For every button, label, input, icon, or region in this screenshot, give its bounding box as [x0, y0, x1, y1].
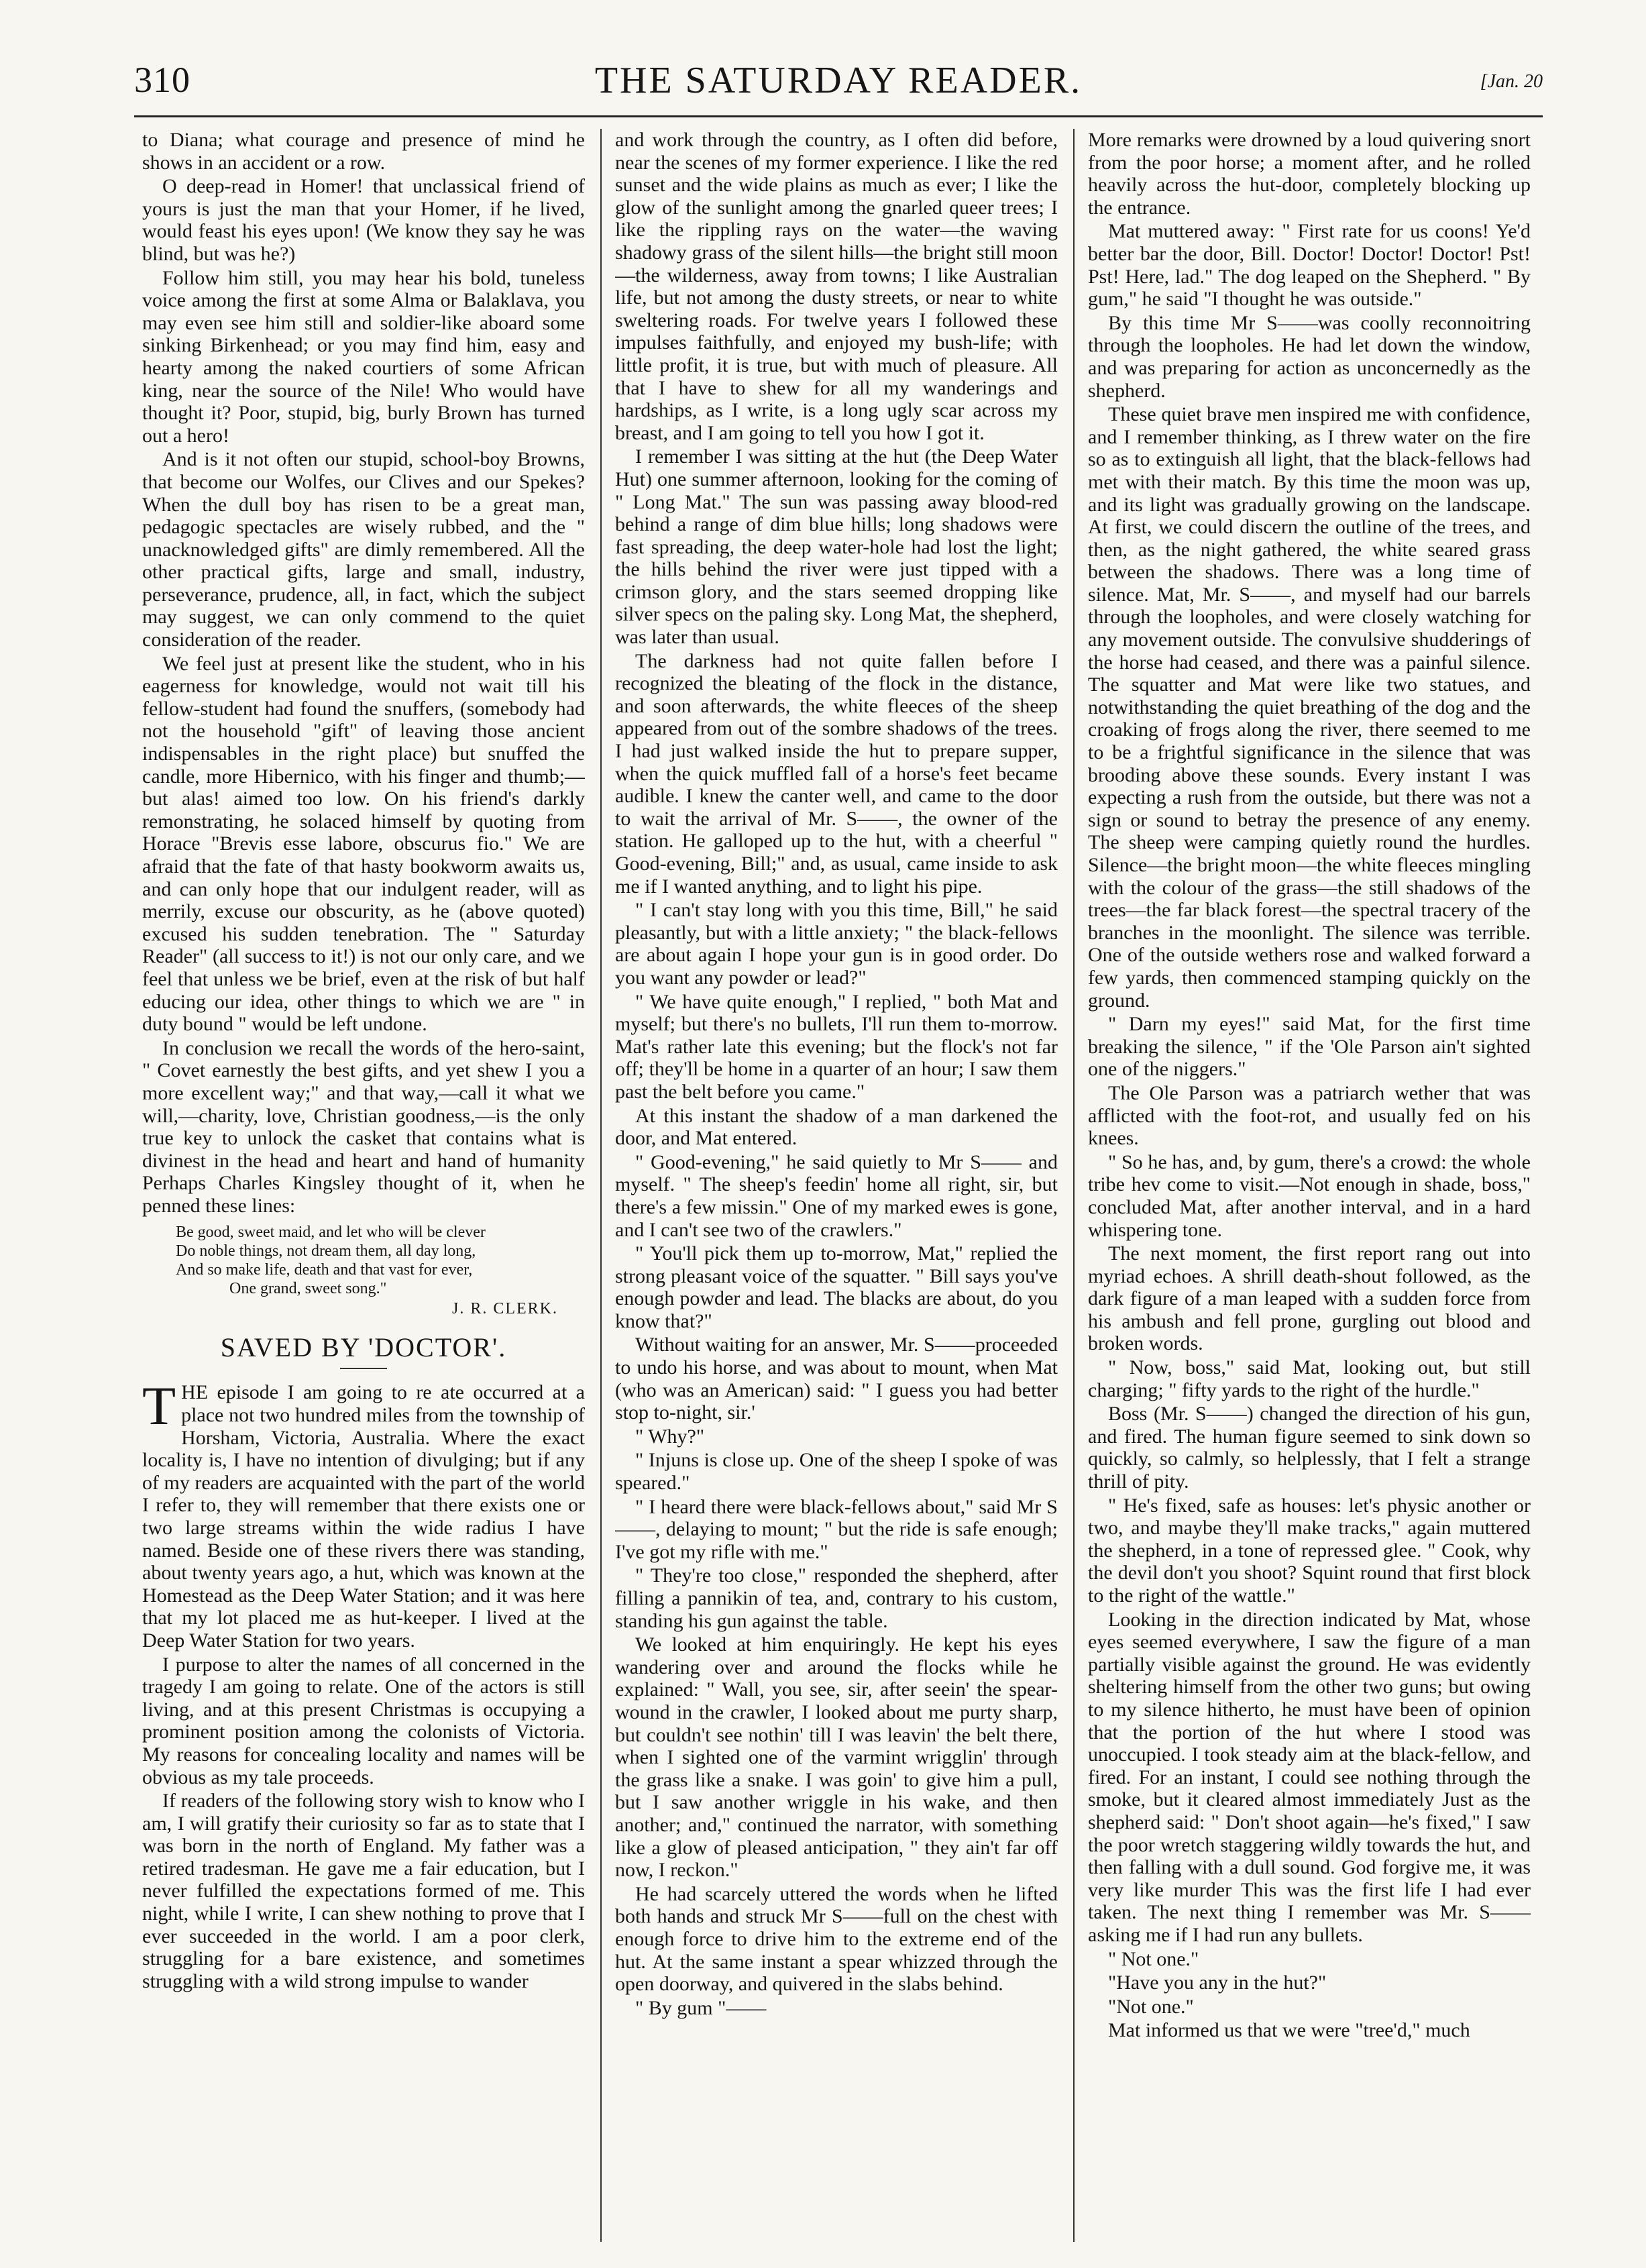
title-rule — [340, 1368, 387, 1369]
paragraph: " He's fixed, safe as houses: let's physic another or two, and maybe they'll make tracks," again muttered the shepherd, in a tone of repressed glee. " Cook, why the devil don't you shoot? Squint round that first block to the right of the wattle." — [1088, 1494, 1531, 1607]
issue-date: [Jan. 20 — [1480, 71, 1543, 92]
column-3 — [1088, 129, 1531, 2242]
paragraph: These quiet brave men inspired me with confidence, and I remember thinking, as I threw water on the fire so as to extinguish all light, that the black-fellows had met with their match. By this time the moon was up, and its light was gradually growing on the landscape. At first, we could discern the outline of the trees, and then, as the night gathered, the white seared grass between the shadows. There was a long time of silence. Mat, Mr. S——, and myself had our barrels through the loopholes, and were closely watching for any movement outside. The convulsive shudderings of the horse had ceased, and there was a painful silence. The squatter and Mat were like two statues, and notwithstanding the quiet breathing of the dog and the croaking of frogs along the river, there seemed to me to be a frightful significance in the silence that was brooding above these sounds. Every instant I was expecting a rush from the outside, but there was not a sign or sound to betray the presence of any enemy. The sheep were camping quietly round the hurdles. Silence—the bright moon—the white fleeces mingling with the colour of the grass—the still shadows of the trees—the far black forest—the spectral tracery of the branches in the moonlight. The silence was terrible. One of the outside wethers rose and walked forward a few yards, then commenced stamping quickly on the ground. — [1088, 403, 1531, 1012]
paragraph: By this time Mr S——was coolly reconnoitring through the loopholes. He had let down the window, and was preparing for action as unconcernedly as the shepherd. — [1088, 311, 1531, 402]
paragraph: "Have you any in the hut?" — [1108, 1972, 1327, 1994]
paragraph: Boss (Mr. S——) changed the direction of his gun, and fired. The human figure seemed to sink down so quickly, so calmly, so helplessly, that I felt a strange thrill of pity. — [1088, 1403, 1531, 1493]
paragraph: " I can't stay long with you this time, Bill," he said pleasantly, but with a little anxiety; " the black-fellows are about again I hope your gun is in good order. Do you want any powder or lead?" — [615, 899, 1058, 989]
paragraph: The next moment, the first report rang out into myriad echoes. A shrill death-shout followed, as the dark figure of a man leaped with a sudden force from his ambush and fell prone, gurgling out blood and broken words. — [1088, 1242, 1531, 1355]
paragraph: We looked at him enquiringly. He kept his eyes wandering over and around the flocks while he explained: " Wall, you see, sir, after seein' the spear-wound in the crawler, I looked about me purty sharp, but couldn't see nothin' till I was leavin' the belt there, when I sighted one of the varmint wrigglin' through the grass like a snake. I was goin' to give him a pull, but I saw another wriggle in his wake, and then another; and," continued the narrator, with something like a glow of pleased anticipation, " they ain't far off now, I reckon." — [615, 1633, 1058, 1882]
paragraph: "Not one." — [1108, 1995, 1194, 2018]
column-2 — [615, 129, 1058, 2242]
column-divider — [1073, 129, 1075, 2242]
drop-cap: T — [142, 1375, 176, 1437]
story-text — [615, 129, 1058, 2019]
paragraph: " Now, boss," said Mat, looking out, but still charging; " fifty yards to the right of the hurdle." — [1088, 1356, 1531, 1401]
page-number: 310 — [134, 60, 190, 100]
paragraph: " I heard there were black-fellows about," said Mr S——, delaying to mount; " but the ride is safe enough; I've got my rifle with me." — [615, 1495, 1058, 1563]
paragraph: " By gum "—— — [635, 1996, 767, 2019]
paragraph: " They're too close," responded the shepherd, after filling a pannikin of tea, and, contrary to his custom, standing his gun against the table. — [615, 1564, 1058, 1632]
paragraph: At this instant the shadow of a man darkened the door, and Mat entered. — [615, 1104, 1058, 1150]
paragraph: " Darn my eyes!" said Mat, for the first time breaking the silence, " if the 'Ole Parson ain't sighted one of the niggers." — [1088, 1013, 1531, 1081]
paragraph: " Good-evening," he said quietly to Mr S—— and myself. " The sheep's feedin' home all right, sir, but there's a few missin." One of my marked ewes is gone, and I can't see two of the crawlers." — [615, 1150, 1058, 1241]
paragraph: Mat informed us that we were "tree'd," much — [1108, 2019, 1470, 2042]
author-signature: J. R. CLERK. — [451, 1299, 558, 1317]
paragraph: " Why?" — [635, 1425, 705, 1448]
paragraph: We feel just at present like the student, who in his eagerness for knowledge, would not wait till his fellow-student had found the snuffers, (somebody had not the household "gift" of leaving those ancient indispensables in the right place) but snuffed the candle, more Hibernico, with his finger and thumb;—but alas! aimed too low. On his friend's darkly remonstrating, he solaced himself by quoting from Horace "Brevis esse labore, obscurus fio." We are afraid that the fate of that hasty bookworm awaits us, and can only hope that our indulgent reader, will as merrily, excuse our obscurity, as he (above quoted) excused his sudden tenebration. The " Saturday Reader" (all success to it!) is not our only care, and we feel that unless we be brief, even at the risk of but half educing our idea, other things to which we are " in duty bound " would be left undone. — [142, 652, 585, 1036]
poem-line: And so make life, death and that vast for ever, — [176, 1261, 473, 1279]
essay-text — [142, 129, 585, 1218]
paragraph: And is it not often our stupid, school-boy Browns, that become our Wolfes, our Clives and our Spekes? When the dull boy has risen to be a great man, pedagogic spectacles are wisely rubbed, and the " unacknowledged gifts" are dimly remembered. All the other practical gifts, large and small, industry, perseverance, prudence, all, in fact, which the subject may suggest, we can only commend to the quiet consideration of the reader. — [142, 448, 585, 651]
paragraph: Mat muttered away: " First rate for us coons! Ye'd better bar the door, Bill. Doctor! Doctor! Doctor! Pst! Pst! Here, lad." The dog leaped on the Shepherd. " By gum," he said "I thought he was outside." — [1088, 220, 1531, 311]
paragraph: The Ole Parson was a patriarch wether that was afflicted with the foot-rot, and usually fed on his knees. — [1088, 1081, 1531, 1150]
paragraph: If readers of the following story wish to know who I am, I will gratify their curiosity so far as to state that I was born in the north of England. My father was a retired tradesman. He gave me a fair education, but I never fulfilled the expectations formed of me. This night, while I write, I can shew nothing to prove that I ever succeeded in the world. I am a poor clerk, struggling for a bare existence, and sometimes struggling with a wild strong impulse to wander — [142, 1790, 585, 1992]
kingsley-poem — [176, 1223, 585, 1299]
paragraph: More remarks were drowned by a loud quivering snort from the poor horse; a moment after, and he rolled heavily across the hut-door, completely blocking up the entrance. — [1088, 129, 1531, 219]
poem-line: Do noble things, not dream them, all day long, — [176, 1242, 476, 1260]
paragraph: " You'll pick them up to-morrow, Mat," replied the strong pleasant voice of the squatter. " Bill says you've enough powder and lead. The blacks are about, do you know that?" — [615, 1242, 1058, 1332]
story-text — [142, 1654, 585, 1993]
paragraph: He had scarcely uttered the words when he lifted both hands and struck Mr S——full on the chest with enough force to drive him to the extreme end of the hut. At the same instant a spear whizzed through the open doorway, and quivered in the slabs behind. — [615, 1882, 1058, 1996]
story-opening-paragraph — [142, 1375, 585, 1652]
masthead-title: THE SATURDAY READER. — [594, 60, 1083, 101]
paragraph: to Diana; what courage and presence of mind he shows in an accident or a row. — [142, 129, 585, 174]
column-1 — [142, 129, 585, 2242]
paragraph: and work through the country, as I often did before, near the scenes of my former experience. I like the red sunset and the wide plains as much as ever; I like the glow of the sunlight among the gnarled queer trees; I like the rippling rays on the water—the waving shadowy grass of the silent hills—the bright still moon—the wilderness, away from towns; I like Australian life, but not among the dusty streets, or near to white sweltering roads. For twelve years I followed these impulses faithfully, and enjoyed my bush-life; with little profit, it is true, but with much of pleasure. All that I have to shew for all my wanderings and hardships, as I write, is a long ugly scar across my breast, and I am going to tell you how I got it. — [615, 129, 1058, 444]
paragraph: " So he has, and, by gum, there's a crowd: the whole tribe hev come to visit.—Not enough in shade, boss," concluded Mat, after another interval, and in a hard whispering tone. — [1088, 1150, 1531, 1241]
paragraph: O deep-read in Homer! that unclassical friend of yours is just the man that your Homer, if he lived, would feast his eyes upon! (We know they say he was blind, but was he?) — [142, 175, 585, 265]
paragraph: In conclusion we recall the words of the hero-saint, " Covet earnestly the best gifts, and yet shew I you a more excellent way;" and that way,—call it what we will,—charity, love, Christian goodness,—is the only true key to unlock the casket that contains what is divinest in the head and heart and hand of humanity Perhaps Charles Kingsley thought of it, when he penned these lines: — [142, 1036, 585, 1217]
paragraph: Without waiting for an answer, Mr. S——proceeded to undo his horse, and was about to mount, when Mat (who was an American) said: " I guess you had better stop to-night, sir.' — [615, 1334, 1058, 1424]
paragraph: I remember I was sitting at the hut (the Deep Water Hut) one summer afternoon, looking for the coming of " Long Mat." The sun was passing away blood-red behind a range of dim blue hills; long shadows were fast spreading, the deep water-hole had lost the light; the hills behind the river were just tipped with a crimson glory, and the stars seemed dropping like silver specs on the paling sky. Long Mat, the shepherd, was later than usual. — [615, 445, 1058, 649]
paragraph: " We have quite enough," I replied, " both Mat and myself; but there's no bullets, I'll run them to-morrow. Mat's rather late this evening; but the flock's not far off; they'll be home in a quarter of an hour; I saw them past the belt before you came." — [615, 990, 1058, 1103]
column-divider — [600, 129, 602, 2242]
story-title: SAVED BY 'DOCTOR'. — [220, 1332, 507, 1362]
paragraph: Follow him still, you may hear his bold, tuneless voice among the first at some Alma or Balaklava, you may even see him still and soldier-like aboard some sinking Birkenhead; or you may find him, easy and hearty among the naked courtiers of some African king, near the source of the Nile! Who would have thought it? Poor, stupid, big, burly Brown has turned out a hero! — [142, 266, 585, 447]
paragraph: The darkness had not quite fallen before I recognized the bleating of the flock in the distance, and soon afterwards, the white fleeces of the sheep appeared from out of the sombre shadows of the trees. I had just walked inside the hut to prepare supper, when the quick muffled fall of a horse's feet became audible. I knew the canter well, and came to the door to wait the arrival of Mr. S——, the owner of the station. He galloped up to the hut, with a cheerful " Good-evening, Bill;" and, as usual, came inside to ask me if I wanted anything, and to light his pipe. — [615, 649, 1058, 898]
paragraph: Looking in the direction indicated by Mat, whose eyes seemed everywhere, I saw the figure of a man partially visible against the ground. He was evidently sheltering himself from the other two guns; but owing to my silence hitherto, he must have been of opinion that the portion of the hut where I stood was unoccupied. I took steady aim at the black-fellow, and fired. For an instant, I could see nothing through the smoke, but it cleared almost immediately Just as the shepherd said: " Don't shoot again—he's fixed," I saw the poor wretch staggering wildly towards the hut, and then falling with a dull sound. God forgive me, it was very like murder This was the first life I had ever taken. The next thing I remember was Mr. S—— asking me if I had run any bullets. — [1088, 1608, 1531, 1946]
story-opening-text: HE episode I am going to re ate occurred at a place not two hundred miles from the township of Horsham, Victoria, Australia. Where the exact locality is, I have no intention of divulging; but if any of my readers are acquainted with the part of the world I refer to, they will remember that there exists one or two large streams within the wide radius I have named. Beside one of these rivers there was standing, about twenty years ago, a hut, which was known at the Homestead as the Deep Water Station; and it was here that my lot placed me as hut-keeper. I lived at the Deep Water Station for two years. — [142, 1381, 585, 1652]
paragraph: " Not one." — [1108, 1947, 1199, 1970]
poem-line: One grand, sweet song." — [229, 1280, 387, 1298]
paragraph: " Injuns is close up. One of the sheep I spoke of was speared." — [615, 1449, 1058, 1495]
story-text — [1088, 129, 1531, 2042]
paragraph: I purpose to alter the names of all concerned in the tragedy I am going to relate. One of the actors is still living, and at this present Christmas is occupying a prominent position among the colonists of Victoria. My reasons for concealing locality and names will be obvious as my tale proceeds. — [142, 1653, 585, 1788]
header-rule — [134, 115, 1543, 117]
page-header — [134, 59, 1543, 107]
poem-line: Be good, sweet maid, and let who will be clever — [176, 1223, 486, 1241]
